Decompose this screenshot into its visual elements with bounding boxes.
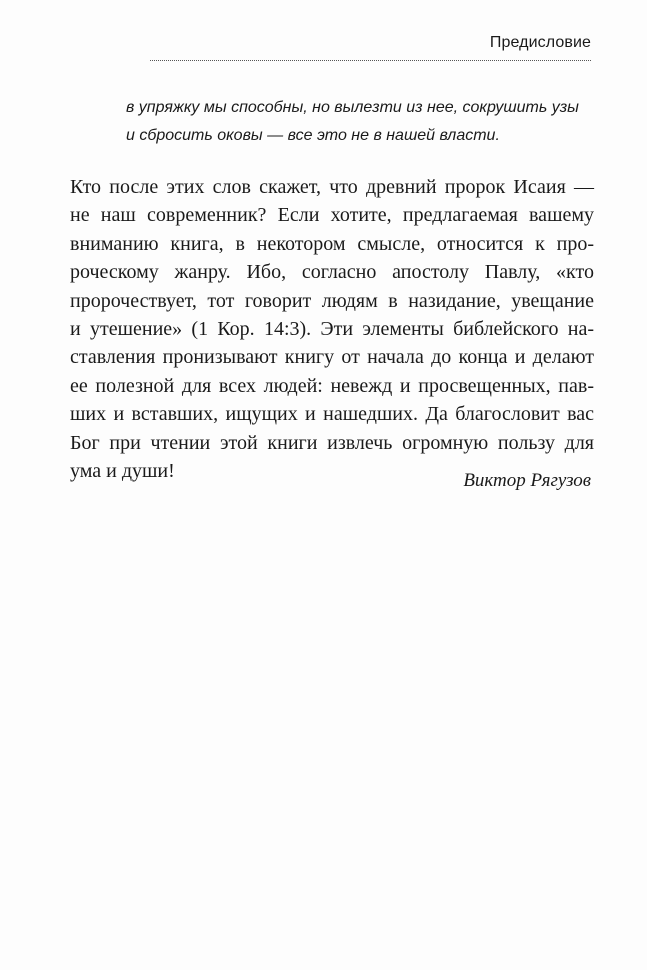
body-line: вниманию книга, в некотором смысле, относится к про-: [70, 232, 594, 255]
author-signature: Виктор Рягузов: [463, 470, 591, 491]
body-line: Бог при чтении этой книги извлечь огромную пользу для: [70, 431, 594, 454]
body-line: ших и вставших, ищущих и нашедших. Да благословит вас: [70, 403, 594, 426]
header-divider: [150, 60, 591, 61]
body-line: не наш современник? Если хотите, предлагаемая вашему: [70, 204, 594, 227]
epigraph-line: и сбросить оковы — все это не в нашей власти.: [126, 127, 500, 144]
body-line: ума и души!: [70, 459, 175, 482]
body-paragraph: [70, 173, 594, 485]
body-line: Кто после этих слов скажет, что древний пророк Исаия —: [70, 176, 594, 198]
body-line: ее полезной для всех людей: невежд и просвещенных, пав-: [70, 374, 594, 397]
body-line: ставления пронизывают книгу от начала до конца и делают: [70, 346, 594, 369]
epigraph: [126, 94, 596, 150]
body-line: пророчествует, тот говорит людям в назидание, увещание: [70, 289, 594, 312]
running-head-title: Предисловие: [489, 34, 591, 51]
epigraph-line: в упряжку мы способны, но вылезти из нее, сокрушить узы: [126, 99, 579, 116]
body-line: роческому жанру. Ибо, согласно апостолу Павлу, «кто: [70, 261, 594, 284]
body-line: и утешение» (1 Кор. 14:3). Эти элементы библейского на-: [70, 317, 594, 340]
